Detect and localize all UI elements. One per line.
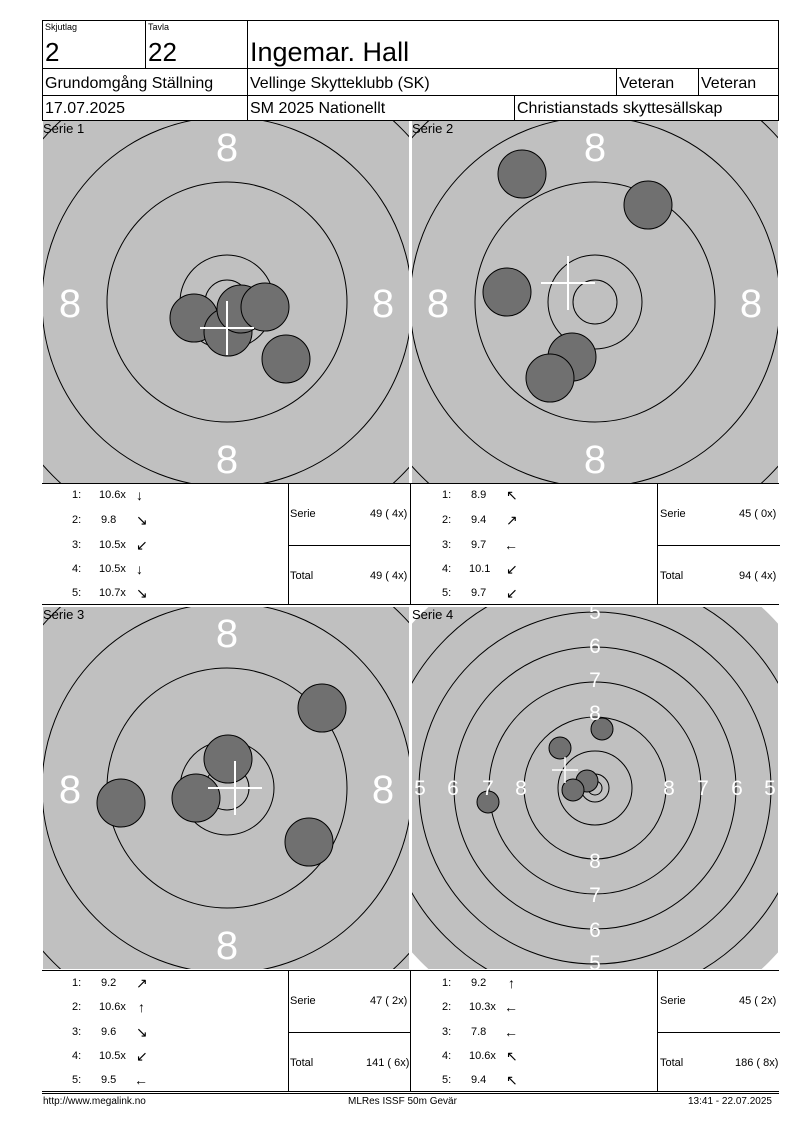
shot-direction-icon: ↖	[506, 487, 518, 503]
shot-direction-icon: ←	[504, 1024, 518, 1040]
tavla-value: 22	[148, 37, 177, 67]
ring-label: 7	[589, 669, 601, 692]
scorebox-serie-1	[42, 483, 410, 605]
total-label: Total	[660, 1057, 684, 1069]
serie-label: Serie	[290, 995, 316, 1007]
ring-label: 6	[589, 919, 601, 942]
ring-label: 8	[215, 612, 239, 656]
shot-row: 2:	[442, 514, 452, 526]
shot-row: 1:	[442, 489, 452, 501]
target-1-graphic	[43, 121, 409, 483]
name-cell	[248, 21, 778, 69]
shot-direction-icon: ↖	[506, 1072, 518, 1088]
header-table	[42, 20, 779, 121]
class1-cell	[617, 69, 699, 96]
shot-score: 10.6x	[99, 489, 126, 501]
club-cell	[248, 69, 617, 96]
serie-label: Serie	[290, 508, 316, 520]
shot-score: 9.7	[471, 587, 487, 599]
total-value: 94 ( 4x)	[739, 570, 777, 582]
shooter-name: Ingemar. Hall	[250, 37, 410, 67]
shot-score: 10.6x	[99, 1001, 126, 1013]
shot-row: 3:	[442, 1026, 452, 1038]
serie-4-label: Serie 4	[412, 607, 454, 622]
shot-score: 9.7	[471, 539, 487, 551]
shot-score: 9.5	[101, 1074, 117, 1086]
total-value: 49 ( 4x)	[370, 570, 408, 582]
ring-label: 7	[482, 777, 494, 800]
organizer-cell	[515, 96, 778, 120]
shot-row: 2:	[72, 514, 82, 526]
ring-label: 7	[697, 777, 709, 800]
class1: Veteran	[619, 75, 675, 92]
serie-value: 47 ( 2x)	[370, 995, 408, 1007]
serie-value: 45 ( 2x)	[739, 995, 777, 1007]
shot-score: 10.5x	[99, 1050, 126, 1062]
ring-label: 8	[515, 777, 527, 800]
serie-label: Serie	[660, 995, 686, 1007]
ring-label: 8	[739, 282, 763, 326]
shot-score: 10.6x	[469, 1050, 496, 1062]
ring-label: 6	[447, 777, 459, 800]
shot-score: 10.5x	[99, 563, 126, 575]
shot-direction-icon: ↘	[136, 1024, 148, 1040]
competition: SM 2025 Nationellt	[250, 100, 386, 117]
shot-direction-icon: ↖	[506, 1048, 518, 1064]
competition-cell	[248, 96, 515, 120]
shot-row: 3:	[72, 1026, 82, 1038]
ring-label: 7	[589, 884, 601, 907]
scorebox-serie-2	[410, 483, 779, 605]
class2-cell	[699, 69, 778, 96]
shot-row: 3:	[442, 539, 452, 551]
shot-score: 10.7x	[99, 587, 126, 599]
shot-score: 9.4	[471, 1074, 487, 1086]
shot-score: 10.3x	[469, 1001, 496, 1013]
total-label: Total	[290, 570, 314, 582]
shot-score: 10.5x	[99, 539, 126, 551]
ring-label: 5	[589, 607, 601, 624]
shot-score: 7.8	[471, 1026, 487, 1038]
shot-row: 3:	[72, 539, 82, 551]
shot-direction-icon: ↘	[136, 512, 148, 528]
footer-timestamp: 13:41 - 22.07.2025	[688, 1096, 772, 1107]
serie-value: 45 ( 0x)	[739, 508, 777, 520]
skjutlag-label: Skjutlag	[45, 22, 78, 32]
ring-label: 6	[731, 777, 743, 800]
skjutlag-cell	[43, 21, 146, 69]
ring-label: 6	[589, 635, 601, 658]
serie-value: 49 ( 4x)	[370, 508, 408, 520]
shot-direction-icon: ↗	[136, 975, 148, 991]
event-name: Grundomgång Ställning	[45, 75, 214, 92]
event-cell	[43, 69, 248, 96]
footer-url[interactable]: http://www.megalink.no	[43, 1096, 146, 1107]
target-2-graphic	[412, 121, 778, 483]
shot-direction-icon: ↑	[508, 975, 515, 991]
organizer: Christianstads skyttesällskap	[517, 100, 723, 117]
target-4-graphic	[412, 607, 778, 969]
shot-direction-icon: ↙	[506, 585, 518, 601]
ring-label: 5	[589, 952, 601, 969]
shot-row: 4:	[72, 563, 82, 575]
shot-row: 5:	[72, 587, 82, 599]
shot-direction-icon: ↗	[506, 512, 518, 528]
shot-row: 1:	[72, 489, 82, 501]
shot-direction-icon: ←	[134, 1072, 148, 1088]
total-value: 186 ( 8x)	[735, 1057, 779, 1069]
serie-label: Serie	[660, 508, 686, 520]
shot-score: 9.2	[101, 977, 117, 989]
shot-direction-icon: ←	[504, 537, 518, 553]
ring-label: 8	[371, 282, 395, 326]
target-3-graphic	[43, 607, 409, 969]
ring-label: 8	[583, 438, 607, 482]
date-cell	[43, 96, 248, 120]
total-label: Total	[290, 1057, 314, 1069]
shot-score: 9.2	[471, 977, 487, 989]
shot-row: 1:	[442, 977, 452, 989]
tavla-cell	[146, 21, 248, 69]
shot-score: 8.9	[471, 489, 487, 501]
ring-label: 8	[215, 126, 239, 170]
shot-direction-icon: ↙	[136, 1048, 148, 1064]
total-label: Total	[660, 570, 684, 582]
shot-score: 9.8	[101, 514, 117, 526]
date: 17.07.2025	[45, 100, 126, 117]
serie-2-label: Serie 2	[412, 121, 454, 136]
scorebox-serie-3	[42, 970, 410, 1092]
shot-score: 9.6	[101, 1026, 117, 1038]
ring-label: 8	[371, 768, 395, 812]
shot-direction-icon: ↑	[138, 999, 145, 1015]
target-serie-4	[412, 607, 778, 969]
footer-software: MLRes ISSF 50m Gevär	[348, 1096, 457, 1107]
serie-1-label: Serie 1	[43, 121, 85, 136]
target-serie-2	[412, 121, 778, 483]
ring-label: 8	[583, 126, 607, 170]
shot-score: 9.4	[471, 514, 487, 526]
shot-row: 4:	[442, 563, 452, 575]
ring-label: 8	[58, 768, 82, 812]
target-serie-1	[43, 121, 409, 483]
ring-label: 8	[589, 702, 601, 725]
ring-label: 8	[215, 924, 239, 968]
shot-row: 2:	[442, 1001, 452, 1013]
ring-label: 8	[663, 777, 675, 800]
shot-score: 10.1	[469, 563, 491, 575]
shot-row: 1:	[72, 977, 82, 989]
club-name: Vellinge Skytteklubb (SK)	[250, 75, 430, 92]
target-serie-3	[43, 607, 409, 969]
shot-row: 5:	[72, 1074, 82, 1086]
shot-row: 4:	[72, 1050, 82, 1062]
shot-direction-icon: ↘	[136, 585, 148, 601]
shot-direction-icon: ←	[504, 999, 518, 1015]
shot-row: 5:	[442, 587, 452, 599]
shot-direction-icon: ↙	[136, 537, 148, 553]
class2: Veteran	[701, 75, 757, 92]
skjutlag-value: 2	[45, 37, 60, 67]
tavla-label: Tavla	[148, 22, 170, 32]
scorebox-serie-4	[410, 970, 779, 1092]
shot-direction-icon: ↓	[136, 487, 143, 503]
ring-label: 5	[414, 777, 426, 800]
ring-label: 5	[764, 777, 776, 800]
shot-row: 5:	[442, 1074, 452, 1086]
serie-3-label: Serie 3	[43, 607, 85, 622]
ring-label: 8	[426, 282, 450, 326]
shot-row: 4:	[442, 1050, 452, 1062]
ring-label: 8	[589, 850, 601, 873]
shot-direction-icon: ↙	[506, 561, 518, 577]
ring-label: 8	[215, 438, 239, 482]
shot-row: 2:	[72, 1001, 82, 1013]
footer-divider	[42, 1093, 779, 1094]
total-value: 141 ( 6x)	[366, 1057, 410, 1069]
shot-direction-icon: ↓	[136, 561, 143, 577]
ring-label: 8	[58, 282, 82, 326]
